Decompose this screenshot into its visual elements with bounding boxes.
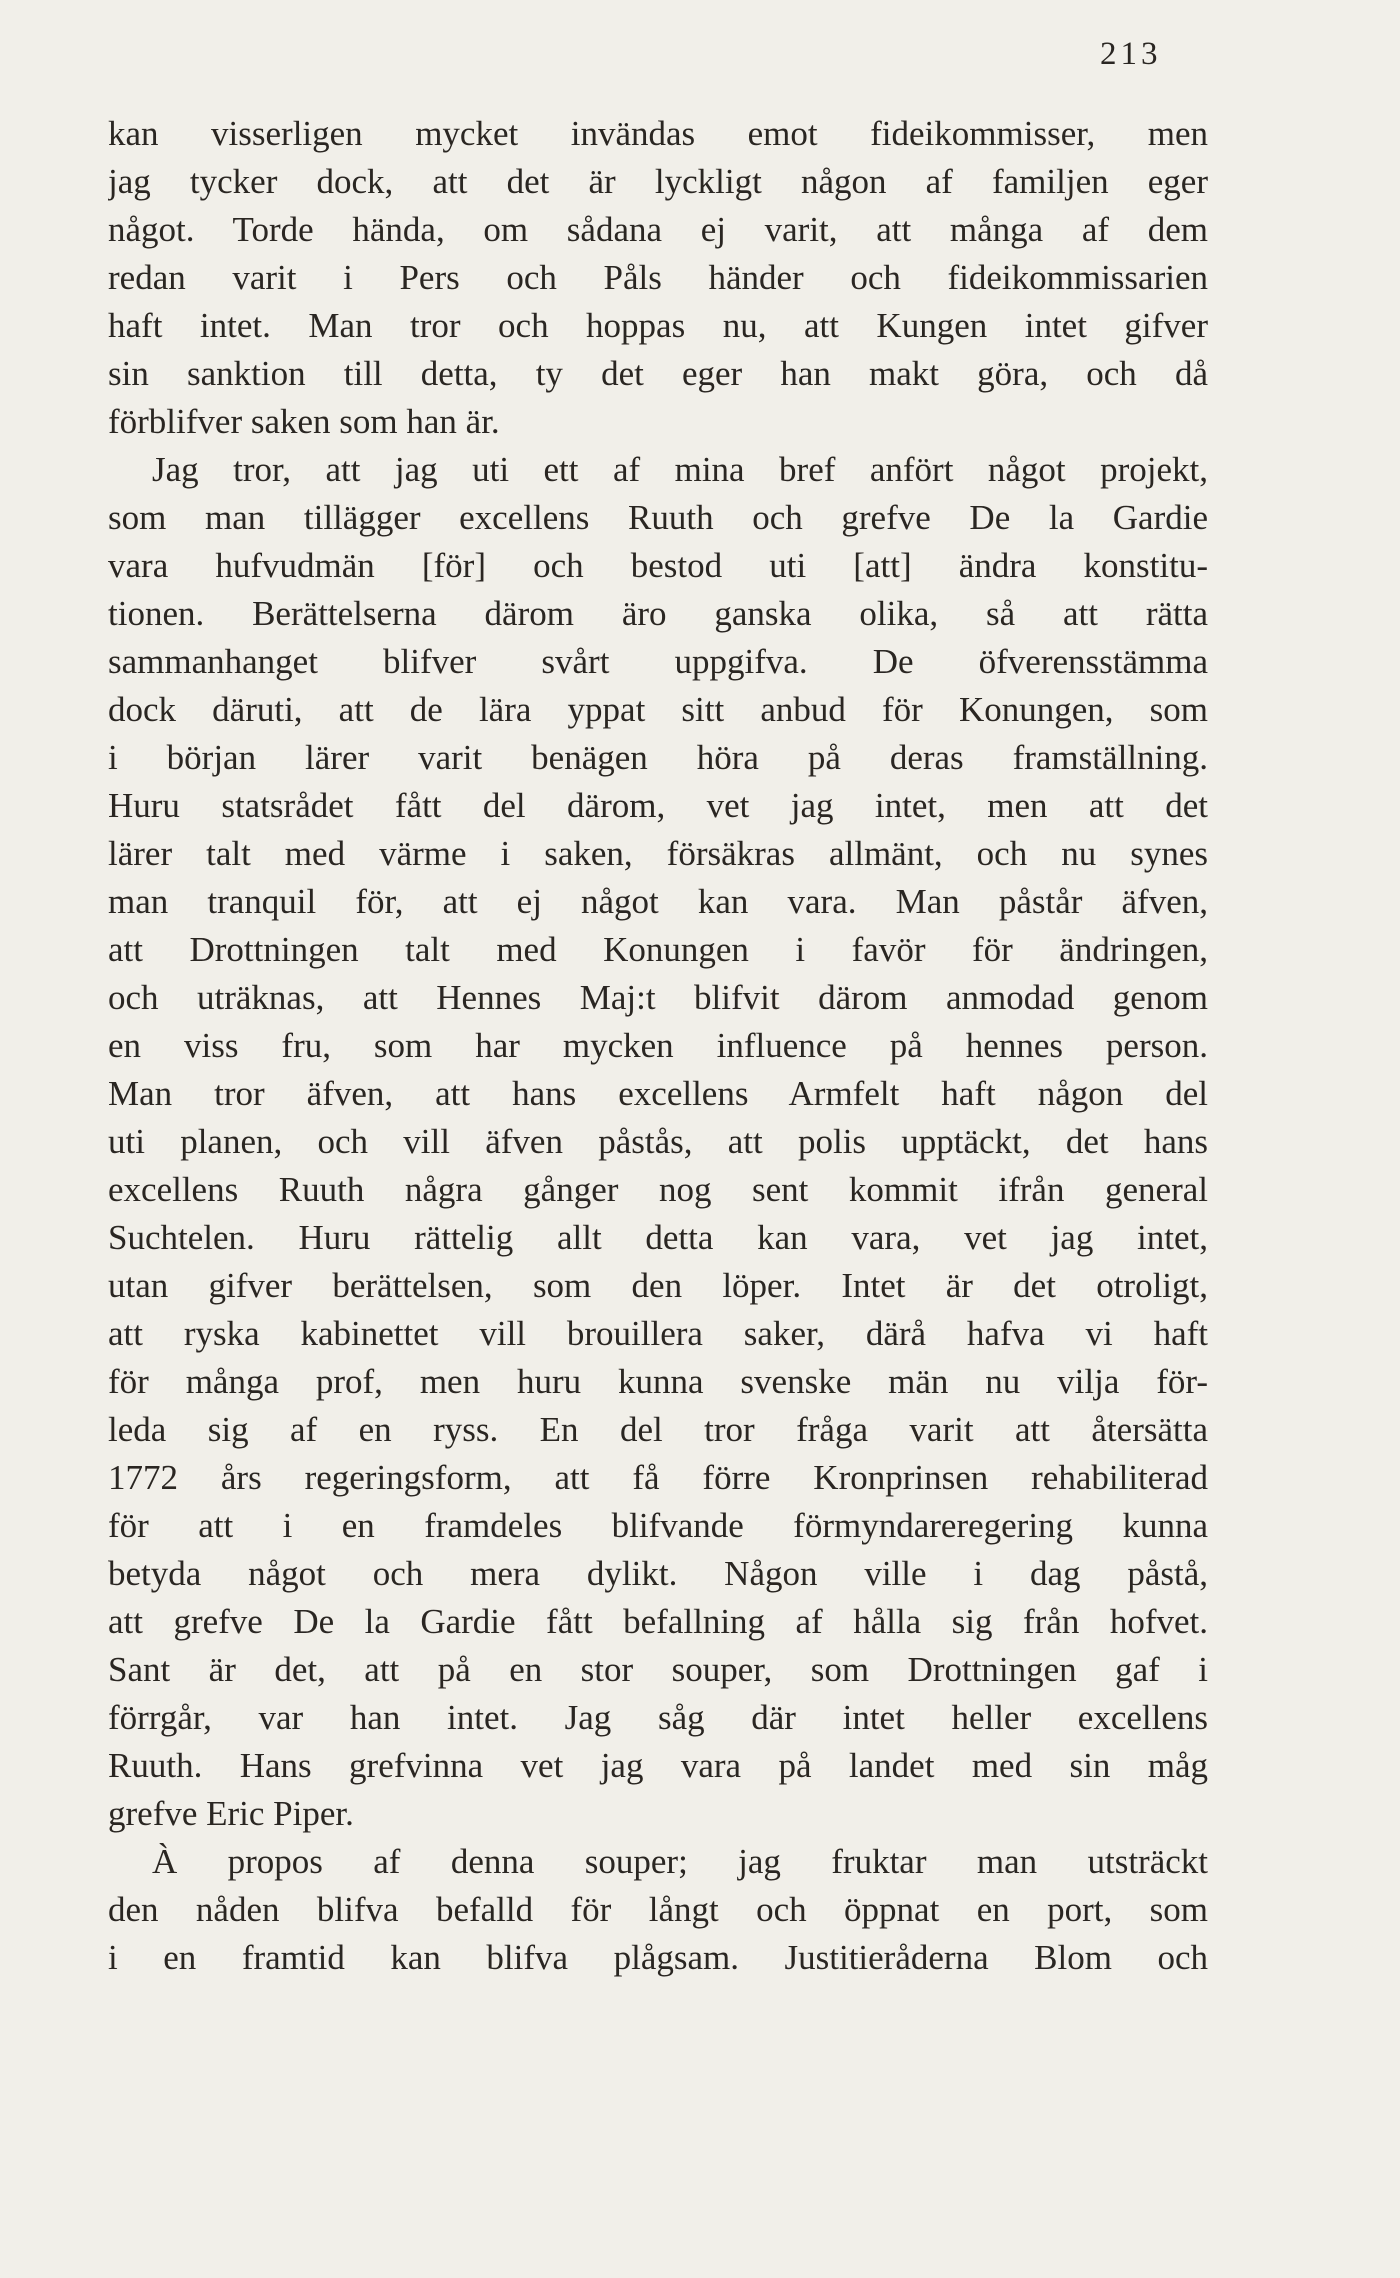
text-line: sammanhanget blifver svårt uppgifva. De öfverensstämma [108, 642, 1208, 681]
page-number: 213 [1100, 36, 1162, 72]
text-line: lärer talt med värme i saken, försäkras allmänt, och nu synes [108, 834, 1208, 873]
text-line: i början lärer varit benägen höra på deras framställning. [108, 738, 1208, 777]
text-line: uti planen, och vill äfven påstås, att polis upptäckt, det hans [108, 1122, 1208, 1161]
text-line: Sant är det, att på en stor souper, som Drottningen gaf i [108, 1650, 1208, 1689]
text-line: kan visserligen mycket invändas emot fideikommisser, men [108, 114, 1208, 153]
text-line: Man tror äfven, att hans excellens Armfelt haft någon del [108, 1074, 1208, 1113]
text-line: haft intet. Man tror och hoppas nu, att Kungen intet gifver [108, 306, 1208, 345]
text-line: utan gifver berättelsen, som den löper. Intet är det otroligt, [108, 1266, 1208, 1305]
text-line: en viss fru, som har mycken influence på hennes person. [108, 1026, 1208, 1065]
text-line: Ruuth. Hans grefvinna vet jag vara på landet med sin måg [108, 1746, 1208, 1785]
text-line: tionen. Berättelserna därom äro ganska olika, så att rätta [108, 594, 1208, 633]
text-line: Jag tror, att jag uti ett af mina bref anfört något projekt, [152, 450, 1208, 489]
text-line: förrgår, var han intet. Jag såg där intet heller excellens [108, 1698, 1208, 1737]
text-line: betyda något och mera dylikt. Någon ville i dag påstå, [108, 1554, 1208, 1593]
text-line: vara hufvudmän [för] och bestod uti [att] ändra konstitu- [108, 546, 1208, 585]
text-line: den nåden blifva befalld för långt och öppnat en port, som [108, 1890, 1208, 1929]
text-line: À propos af denna souper; jag fruktar man utsträckt [152, 1842, 1208, 1881]
text-line: för många prof, men huru kunna svenske män nu vilja för- [108, 1362, 1208, 1401]
text-line: excellens Ruuth några gånger nog sent kommit ifrån general [108, 1170, 1208, 1209]
text-line: leda sig af en ryss. En del tror fråga varit att återsätta [108, 1410, 1208, 1449]
text-line: något. Torde hända, om sådana ej varit, att många af dem [108, 210, 1208, 249]
text-line: i en framtid kan blifva plågsam. Justitieråderna Blom och [108, 1938, 1208, 1977]
text-line: grefve Eric Piper. [108, 1794, 354, 1833]
body-text [108, 110, 1208, 1982]
text-line: dock däruti, att de lära yppat sitt anbud för Konungen, som [108, 690, 1208, 729]
text-line: att grefve De la Gardie fått befallning af hålla sig från hofvet. [108, 1602, 1208, 1641]
text-line: Huru statsrådet fått del därom, vet jag intet, men att det [108, 786, 1208, 825]
text-line: jag tycker dock, att det är lyckligt någon af familjen eger [108, 162, 1208, 201]
text-line: Suchtelen. Huru rättelig allt detta kan vara, vet jag intet, [108, 1218, 1208, 1257]
text-line: som man tillägger excellens Ruuth och grefve De la Gardie [108, 498, 1208, 537]
text-line: och uträknas, att Hennes Maj:t blifvit därom anmodad genom [108, 978, 1208, 1017]
text-line: 1772 års regeringsform, att få förre Kronprinsen rehabiliterad [108, 1458, 1208, 1497]
text-line: för att i en framdeles blifvande förmyndareregering kunna [108, 1506, 1208, 1545]
text-line: sin sanktion till detta, ty det eger han makt göra, och då [108, 354, 1208, 393]
text-line: att Drottningen talt med Konungen i favör för ändringen, [108, 930, 1208, 969]
text-line: att ryska kabinettet vill brouillera saker, därå hafva vi haft [108, 1314, 1208, 1353]
text-line: förblifver saken som han är. [108, 402, 500, 441]
text-line: redan varit i Pers och Påls händer och fideikommissarien [108, 258, 1208, 297]
text-line: man tranquil för, att ej något kan vara. Man påstår äfven, [108, 882, 1208, 921]
